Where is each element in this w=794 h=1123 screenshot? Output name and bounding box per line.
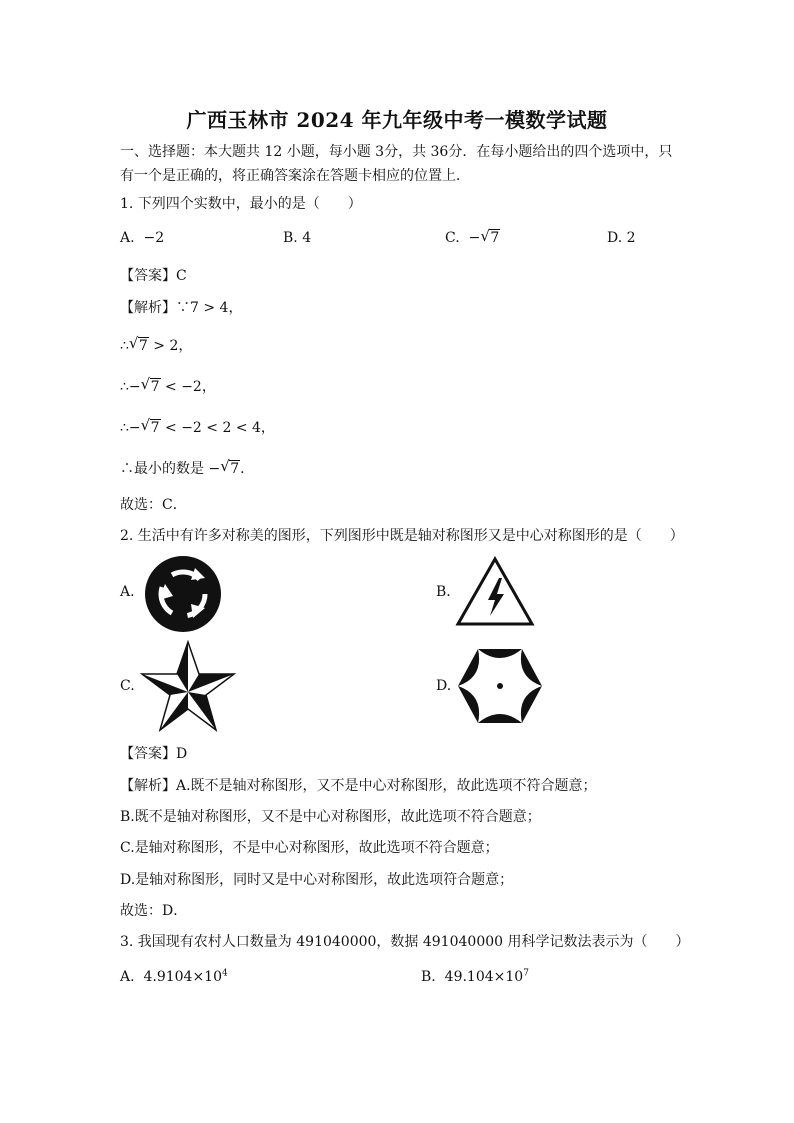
q3-option-b-mantissa: 49.104×10	[444, 969, 524, 985]
q2-label-d: D.	[436, 678, 452, 694]
q1-option-c-minus: −	[468, 230, 481, 246]
q1-analysis-line-1: 【解析】∵7 > 4，	[120, 300, 243, 316]
q1-option-d: D. 2	[607, 230, 636, 246]
q1-a5-suffix: ．	[240, 461, 255, 477]
high-voltage-warning-icon	[455, 556, 535, 628]
sqrt-symbol: √ 7	[140, 416, 160, 436]
sqrt-symbol: √ 7	[480, 227, 500, 246]
q1-option-a-label: A.	[120, 230, 135, 246]
page-title: 广西玉林市 2024 年九年级中考一模数学试题	[186, 108, 608, 132]
q1-a5-radicand: 7	[230, 461, 240, 477]
q1-analysis-line-3	[120, 377, 216, 397]
sqrt-symbol: √ 7	[140, 375, 160, 395]
q2-stem: 2. 生活中有许多对称美的图形，下列图形中既是轴对称图形又是中心对称图形的是（ ）	[120, 528, 684, 544]
q2-label-c: C.	[120, 678, 135, 694]
q1-option-c	[445, 227, 500, 246]
q1-a4-suffix: < −2 < 2 < 4，	[160, 420, 275, 436]
sqrt-symbol: √ 7	[128, 334, 148, 354]
q2-analysis-line-4: D.是轴对称图形，同时又是中心对称图形，故此选项符合题意；	[120, 872, 514, 888]
q1-a2-prefix: ∴	[120, 338, 129, 354]
q2-analysis-line-2: B.既不是轴对称图形，又不是中心对称图形，故此选项不符合题意；	[120, 809, 541, 825]
q3-stem: 3. 我国现有农村人口数量为 491040000，数据 491040000 用科学记数法表示为（ ）	[120, 934, 690, 950]
q1-a2-radicand: 7	[138, 338, 148, 354]
q2-label-a: A.	[120, 584, 135, 600]
hexagon-umbrella-icon	[456, 647, 544, 725]
q1-option-c-label: C.	[445, 230, 460, 246]
q1-option-c-radicand: 7	[490, 230, 500, 246]
q1-choose: 故选：C．	[120, 497, 187, 513]
q1-option-a	[120, 230, 164, 246]
q3-option-a-exponent: 4	[222, 968, 228, 979]
q1-stem: 1. 下列四个实数中，最小的是（ ）	[120, 196, 362, 212]
q1-analysis-line-4	[120, 418, 275, 438]
q2-analysis-line-3: C.是轴对称图形，不是中心对称图形，故此选项不符合题意；	[120, 840, 499, 856]
q1-a3-radicand: 7	[150, 379, 160, 395]
q2-answer: 【答案】D	[120, 746, 188, 762]
q3-option-b-exponent: 7	[523, 968, 529, 979]
q1-answer: 【答案】C	[120, 268, 187, 284]
q2-choose: 故选：D．	[120, 903, 188, 919]
q1-a3-suffix: < −2，	[160, 379, 216, 395]
star-icon	[140, 640, 236, 732]
recycle-circle-icon	[143, 554, 223, 634]
q2-label-b: B.	[436, 584, 451, 600]
q1-analysis-line-5	[120, 459, 254, 479]
sqrt-symbol: √ 7	[220, 457, 240, 477]
q3-option-a	[120, 969, 228, 985]
q1-option-a-value: −2	[143, 230, 165, 246]
q1-a4-prefix: ∴−	[120, 420, 141, 436]
q1-a3-prefix: ∴−	[120, 379, 141, 395]
q3-option-b	[421, 969, 529, 985]
q3-option-a-mantissa: 4.9104×10	[143, 969, 222, 985]
section-instruction-line-2: 有一个是正确的，将正确答案涂在答题卡相应的位置上．	[120, 168, 470, 184]
q1-a4-radicand: 7	[150, 420, 160, 436]
q2-analysis-line-1: 【解析】A.既不是轴对称图形，又不是中心对称图形，故此选项不符合题意；	[120, 778, 597, 794]
q1-a2-suffix: > 2，	[148, 338, 193, 354]
q3-option-a-label: A.	[120, 969, 135, 985]
section-instruction-line-1: 一、选择题：本大题共 12 小题，每小题 3分，共 36分．在每小题给出的四个选项中，只	[120, 144, 673, 160]
q1-a5-prefix: ∴最小的数是 −	[120, 461, 221, 477]
q1-option-b: B. 4	[283, 230, 312, 246]
q3-option-b-label: B.	[421, 969, 436, 985]
q1-analysis-line-2	[120, 336, 192, 356]
